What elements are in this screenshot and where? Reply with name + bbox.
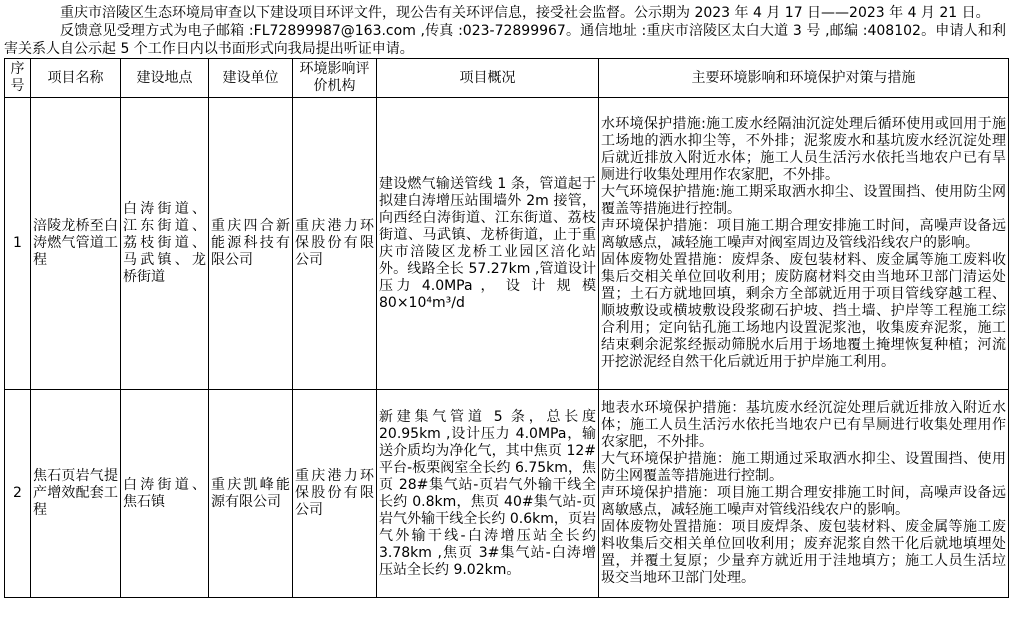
row-index: 1 — [5, 98, 31, 390]
row-location: 白涛街道、江东街道、荔枝街道、马武镇、龙桥街道 — [121, 98, 209, 390]
header-index: 序号 — [5, 59, 31, 98]
row-overview: 新建集气管道 5 条，总长度 20.95km ,设计压力 4.0MPa，输送介质均为净化气，其中焦页 12#平台-板栗阀室全长约 6.75km，焦页 28#集气站-页岩气外输干线全长约 0.8km，焦页 40#集气站-页岩气外输干线全长约 0.6km，页岩气外输干线-白涛增压站全长约 3.78km ,焦页 3#集气站-白涛增压站全长约 9.02km。 — [377, 390, 599, 598]
header-overview: 项目概况 — [377, 59, 599, 98]
measure-air: 大气环境保护措施：施工期通过采取洒水抑尘、设置围挡、使用防尘网覆盖等措施进行控制。 — [601, 451, 1006, 484]
notice-paragraph-feedback: 反馈意见受理方式为电子邮箱 :FL72899987@163.com ,传真 :023-72899967。通信地址 :重庆市涪陵区太白大道 3 号 ,邮编 :408102。申请人和利害关系人自公示起 5 个工作日内以书面形式向我局提出听证申请。 — [4, 23, 1006, 57]
header-name: 项目名称 — [31, 59, 121, 98]
table-row — [5, 390, 1009, 598]
project-table — [4, 58, 1009, 598]
row-project-name: 焦石页岩气提产增效配套工程 — [31, 390, 121, 598]
row-project-name: 涪陵龙桥至白涛燃气管道工程 — [31, 98, 121, 390]
row-construction-unit: 重庆四合新能源科技有限公司 — [209, 98, 293, 390]
measure-solid-waste: 固体废物处置措施：废焊条、废包装材料、废金属等施工废料收集后交相关单位回收利用；废防腐材料交由当地环卫部门清运处置；土石方就地回填，剩余方全部就近用于项目管线穿越工程、顺坡敷设或横坡敷设段浆砌石护坡、挡土墙、护岸等工程施工综合利用；定向钻孔施工场地内设置泥浆池，收集废弃泥浆，施工结束剩余泥浆经振动筛脱水后用于场地覆土掩埋恢复种植；河流开挖淤泥经自然干化后就近用于护岸施工利用。 — [601, 252, 1006, 370]
measure-water: 水环境保护措施:施工废水经隔油沉淀处理后循环使用或回用于施工场地的洒水抑尘等，不外排；泥浆废水和基坑废水经沉淀处理后就近排放入附近水体；施工人员生活污水依托当地农户已有旱厕进行收集处理用作农家肥，不外排。 — [601, 116, 1006, 183]
header-location: 建设地点 — [121, 59, 209, 98]
notice-text — [4, 0, 1006, 58]
row-construction-unit: 重庆凯峰能源有限公司 — [209, 390, 293, 598]
row-assessment-org: 重庆港力环保股份有限公司 — [293, 390, 377, 598]
notice-paragraph-period: 重庆市涪陵区生态环境局审查以下建设项目环评文件，现公告有关环评信息，接受社会监督。公示期为 2023 年 4 月 17 日——2023 年 4 月 21 日。 — [60, 5, 990, 21]
row-measures — [599, 98, 1009, 390]
row-location: 白涛街道、焦石镇 — [121, 390, 209, 598]
row-measures — [599, 390, 1009, 598]
measure-noise: 声环境保护措施：项目施工期合理安排施工时间，高噪声设备远离敏感点，减轻施工噪声对阀室周边及管线沿线农户的影响。 — [601, 218, 1006, 251]
row-index: 2 — [5, 390, 31, 598]
header-measures: 主要环境影响和环境保护对策与措施 — [599, 59, 1009, 98]
measure-water: 地表水环境保护措施：基坑废水经沉淀处理后就近排放入附近水体；施工人员生活污水依托当地农户已有旱厕进行收集处理用作农家肥，不外排。 — [601, 400, 1006, 450]
table-row — [5, 98, 1009, 390]
measure-air: 大气环境保护措施:施工期采取洒水抑尘、设置围挡、使用防尘网覆盖等措施进行控制。 — [601, 184, 1006, 217]
table-header-row — [5, 59, 1009, 98]
measure-noise: 声环境保护措施：项目施工期合理安排施工时间，高噪声设备远离敏感点，减轻施工噪声对管线沿线农户的影响。 — [601, 485, 1006, 518]
header-unit: 建设单位 — [209, 59, 293, 98]
measure-solid-waste: 固体废物处置措施：项目废焊条、废包装材料、废金属等施工废料收集后交相关单位回收利用；废弃泥浆自然干化后就地填埋处置，并覆土复原；少量弃方就近用于洼地填方；施工人员生活垃圾交当地环卫部门处理。 — [601, 519, 1006, 586]
row-assessment-org: 重庆港力环保股份有限公司 — [293, 98, 377, 390]
row-overview: 建设燃气输送管线 1 条，管道起于拟建白涛增压站围墙外 2m 接管，向西经白涛街道、江东街道、荔枝街道、马武镇、龙桥街道，止于重庆市涪陵区龙桥工业园区涪化站外。线路全长 57.27km ,管道设计压力 4.0MPa ， 设 计 规 模 80×10⁴m³/d — [377, 98, 599, 390]
header-org: 环境影响评价机构 — [293, 59, 377, 98]
